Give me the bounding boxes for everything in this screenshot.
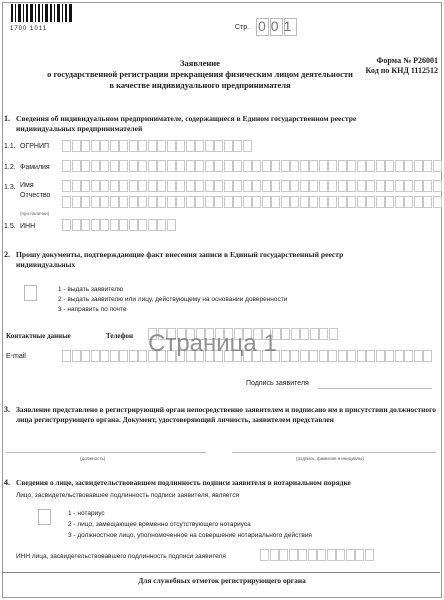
page-watermark: Страница 1 (148, 330, 277, 357)
field-ogrnip-label: ОГРНИП (20, 143, 50, 150)
section4-sub: Лицо, засвидетельствовавшее подлинность подписи заявителя, является (16, 492, 239, 499)
footer-text: Для служебных отметок регистрирующего органа (138, 576, 306, 585)
signature-line[interactable] (318, 388, 432, 389)
section3-number: 3. (4, 405, 10, 414)
section2-choice-box[interactable] (24, 285, 37, 301)
section2-number: 2. (4, 250, 10, 259)
notary-inn-label: ИНН лица, засвидетельствовавшего подлинность подписи заявителя (16, 553, 226, 560)
document-title (30, 58, 370, 91)
form-knd: Код по КНД 1112512 (365, 66, 438, 75)
official-signature-line[interactable] (232, 452, 436, 453)
field-1-2-num: 1.2. (4, 164, 16, 171)
ogrnip-cells[interactable] (62, 140, 252, 152)
field-middlename-label: Отчество (20, 192, 51, 199)
position-caption: (должность) (80, 456, 106, 461)
notary-inn-cells[interactable] (260, 549, 374, 561)
field-firstname-label: Имя (20, 182, 34, 189)
section3-text: Заявление представлено в регистрирующий орган непосредственно заявителем и подписано им в присутствии должностного лица регистрирующего органа. Документ, удостоверяющий личность, заявителем представлен (16, 405, 436, 424)
section1-number: 1. (4, 114, 10, 123)
form-name: Форма № Р26001 (376, 56, 438, 65)
title-line-1: Заявление (180, 58, 220, 68)
section4-heading: Сведения о лице, засвидетельствовавшем подлинность подписи заявителя в нотариальном порядке (16, 478, 351, 487)
section2-heading: Прошу документы, подтверждающие факт внесения записи в Единый государственный реестр индивидуальных (16, 250, 344, 269)
page-number-label: Стр. (235, 24, 250, 31)
section2-option-2: 2 - выдать заявителю или лицу, действующему на основании доверенности (58, 296, 288, 303)
barcode (10, 4, 74, 32)
barcode-number: 1700 1011 (10, 26, 47, 32)
field-1-1-num: 1.1. (4, 143, 16, 150)
section1-heading: Сведения об индивидуальном предпринимателе, содержащиеся в Едином государственном реестре индивидуальных предпринимателей (16, 114, 357, 133)
page-number-value: 001 (258, 18, 297, 34)
section2-option-3: 3 - направить по почте (58, 306, 127, 313)
section4-option-2: 2 - лицо, замещающее временно отсутствующего нотариуса (68, 521, 251, 528)
field-inn-label: ИНН (20, 223, 36, 230)
signature-label: Подпись заявителя (246, 380, 309, 387)
field-1-5-num: 1.5. (4, 223, 16, 230)
field-lastname-label: Фамилия (20, 164, 50, 171)
section4-option-3: 3 - должностное лицо, уполномоченное на совершение нотариального действия (68, 532, 312, 539)
title-line-2: о государственной регистрации прекращения физическим лицом деятельности (47, 69, 353, 79)
email-label: E-mail (6, 353, 26, 360)
title-line-3: в качестве индивидуального предпринимателя (109, 80, 291, 90)
official-signature-caption: (подпись, фамилия и инициалы) (296, 456, 364, 461)
lastname-cells[interactable] (62, 160, 442, 172)
section4-option-1: 1 - нотариус (68, 510, 105, 517)
section4-choice-box[interactable] (38, 509, 51, 525)
contacts-label: Контактные данные (6, 332, 71, 340)
field-1-3-num: 1.3. (4, 184, 16, 191)
section4-number: 4. (4, 478, 10, 487)
position-line[interactable] (6, 452, 206, 453)
footer-divider (2, 572, 440, 573)
middlename-note: (при наличии) (20, 211, 50, 216)
firstname-cells[interactable] (62, 180, 442, 192)
inn-cells[interactable] (62, 219, 176, 231)
middlename-cells[interactable] (62, 196, 442, 208)
barcode-image (10, 4, 74, 22)
phone-label: Телефон (106, 332, 134, 340)
section2-option-1: 1 - выдать заявителю (58, 286, 124, 293)
